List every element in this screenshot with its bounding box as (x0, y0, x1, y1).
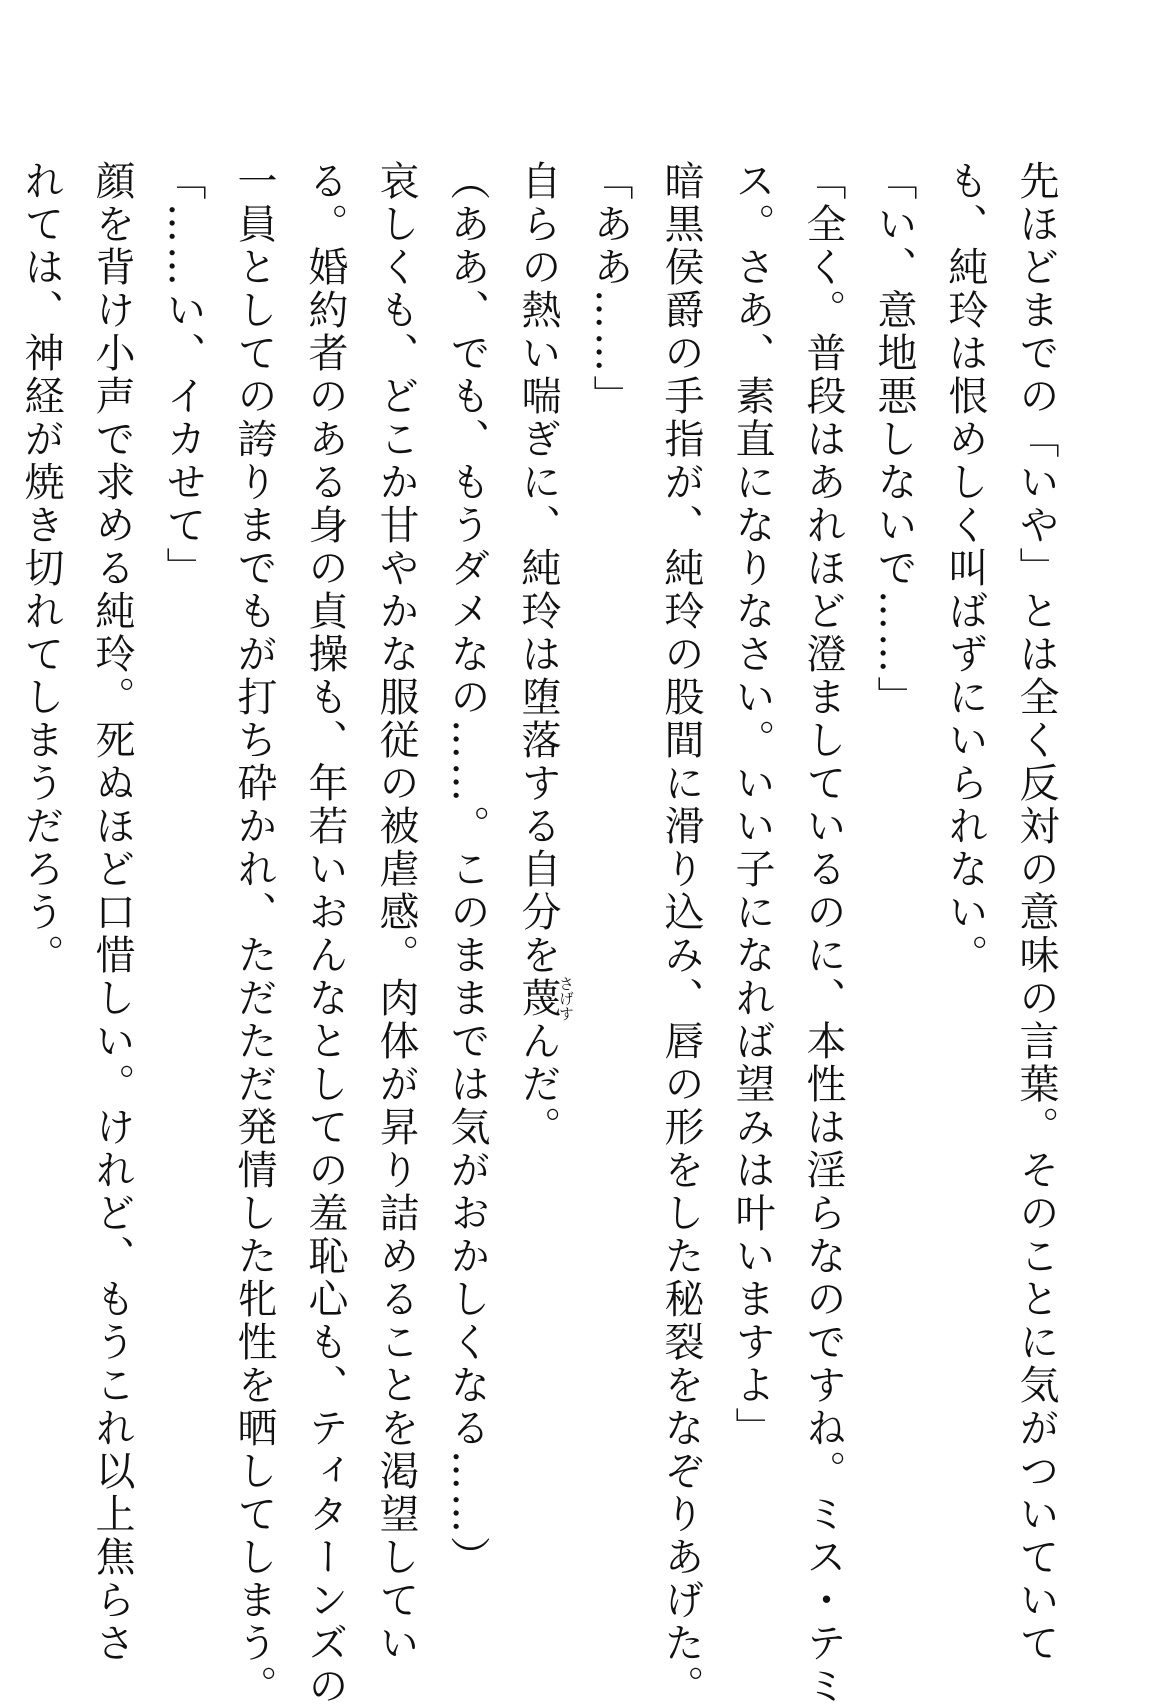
text-line-15: れては、神経が焼き切れてしまうだろう。 (18, 160, 64, 977)
vertical-text-block (18, 160, 1071, 1708)
ruby-reading: さげす (557, 976, 575, 1021)
text-line-12: 一員としての誇りまでもが打ち砕かれ、ただただ発情した牝性を晒してしまう。 (231, 160, 277, 1708)
text-line-7: 「ああ……」 (587, 160, 633, 418)
furigana-sagesu (515, 976, 575, 1021)
text-line-1: 先ほどまでの「いや」とは全く反対の意味の言葉。そのことに気がついていて (1013, 160, 1059, 1665)
text-line-13: 「……い、イカせて」 (160, 160, 206, 590)
ruby-base: 蔑 (515, 976, 561, 1021)
text-line-11: る。婚約者のある身の貞操も、年若いおんなとしての羞恥心も、ティターンズの (302, 160, 348, 1708)
text-line-8 (502, 160, 574, 1560)
text-line-10: 哀しくも、どこか甘やかな服従の被虐感。肉体が昇り詰めることを渇望してい (373, 160, 419, 1665)
text-line-3: 「い、意地悪しないで……」 (871, 160, 917, 719)
text-line-6: 暗黒侯爵の手指が、純玲の股間に滑り込み、唇の形をした秘裂をなぞりあげた。 (658, 160, 704, 1708)
text-line-5: ス。さあ、素直になりなさい。いい子になれば望みは叶いますよ」 (729, 160, 775, 1450)
text-line-2: も、純玲は恨めしく叫ばずにいられない。 (942, 160, 988, 977)
text-line-14: 顔を背け小声で求める純玲。死ぬほど口惜しい。けれど、もうこれ以上焦らさ (89, 160, 135, 1665)
text-line-9: （ああ、でも、もうダメなの……。このままでは気がおかしくなる……） (444, 160, 490, 1579)
text-line-8-before: 自らの熱い喘ぎに、純玲は堕落する自分を (515, 160, 561, 977)
text-line-4: 「全く。普段はあれほど澄ましているのに、本性は淫らなのですね。ミス・テミ (800, 160, 846, 1708)
text-line-8-after: んだ。 (515, 1020, 561, 1149)
